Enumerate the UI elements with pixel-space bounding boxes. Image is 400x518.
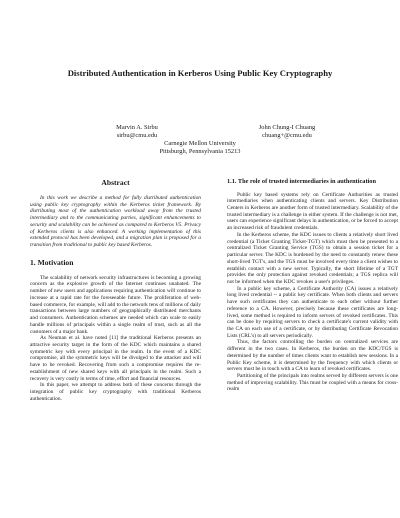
affiliation-line: Pittsburgh, Pennsylvania 15213 bbox=[159, 148, 241, 155]
abstract-heading: Abstract bbox=[101, 178, 130, 187]
paragraph: In the Kerberos scheme, the KDC issues to clients a relatively short lived credential (a Ticket Granting Ticket-TGT) which must then be presented to a centralized Ticket Granting Service (TGS) to obtain a session ticket for a particular server. The KDC is burdened by the need to constantly renew these short-lived TGT's, and the TGS must be involved every time a client wishes to establish contact with a new server. Typically, the short lifetime of a TGT provides the only protection against revoked credentials; a TGS replica will not be informed when the KDC revokes a user's privileges. bbox=[227, 231, 398, 285]
author-name: John Chung-I Chuang bbox=[258, 124, 316, 131]
subsection-heading: 1.1. The role of trusted intermediaries in authentication bbox=[227, 178, 376, 185]
abstract-text: In this work we describe a method for fully distributed authentication using public key cryptography within the Kerberos ticket framework. By distributing most of the authentication workload away from the trusted intermediary and to the communicating parties, significant enhancements to security and scalability can be achieved as compared to Kerberos V5. Privacy of Kerberos clients is also enhanced. A working implementation of this extended protocol has been developed, and a migration plan is proposed for a transition from traditional to public key based Kerberos. bbox=[30, 195, 201, 249]
affiliation-block bbox=[0, 140, 400, 156]
paragraph: The scalability of network security infrastructures is becoming a growing concern as the explosive growth of the Internet continues unabated. The number of new users and applications requiring authentication will continue to increase at a rapid rate for the foreseeable future. The proliferation of web-based commerce, for example, will add to the network tens of millions of daily transactions between large numbers of geographically distributed merchants and consumers. Authentication schemes are needed which can scale to easily handle millions of principals within a single realm of trust, such as all the customers of a major bank. bbox=[30, 274, 201, 335]
author-email: chuang+@cmu.edu bbox=[262, 132, 312, 139]
section-heading: 1. Motivation bbox=[30, 257, 74, 267]
paragraph: Partitioning of the principals into realms served by different servers is one method of improving scalability. This must be coupled with a means for cross-realm bbox=[227, 373, 398, 393]
paragraph: Public key based systems rely on Certificate Authorities as trusted intermediaries when authenticating clients and servers. Key Distribution Centers in Kerberos are another form of trusted intermediary. Scalability of the trusted intermediary is a challenge in either system. If the challenge is not met, users can experience significant delays in authentication, or be forced to accept an increased risk of fraudulent credentials. bbox=[227, 191, 398, 232]
author-email: sirbu@cmu.edu bbox=[116, 132, 158, 139]
paper-title: Distributed Authentication in Kerberos Using Public Key Cryptography bbox=[67, 68, 333, 78]
paragraph: As Neuman et al. have noted [11] the traditional Kerberos presents an attractive security target in the form of the KDC which maintains a shared symmetric key with every principal in the realm. In the event of a KDC compromise, all the symmetric keys will be divulged to the attacker and will have to be revoked. Recovering from such a compromise requires the re-establishment of new shared keys with all principals in the realm. Such a recovery is very costly in terms of time, effort and financial resources. bbox=[30, 335, 201, 382]
author-block-2 bbox=[212, 124, 362, 140]
author-block-1 bbox=[62, 124, 212, 140]
paragraph: In this paper, we attempt to address both of these concerns through the integration of public key cryptography with traditional Kerberos authentication. bbox=[30, 382, 201, 402]
left-column bbox=[30, 178, 201, 402]
paragraph: Thus, the factors controlling the burden on centralized services are different in the two cases. In Kerberos, the burden on the KDC/TGS is determined by the number of times clients want to establish new sessions. In a Public Key scheme, it is determined by the frequency with which clients or servers must be in touch with a CA to learn of revoked certificates. bbox=[227, 339, 398, 373]
right-column bbox=[227, 178, 398, 393]
author-name: Marvin A. Sirbu bbox=[116, 124, 158, 131]
affiliation-line: Carnegie Mellon University bbox=[164, 140, 236, 147]
paragraph: In a public key scheme, a Certificate Authority (CA) issues a relatively long lived credential -- a public key certificate. When both clients and servers have such certificates they can authenticate to each other without further reference to a CA. However, precisely because these certificates are long-lived, some method is required to inform servers of revoked certificates. This can be done by requiring servers to check a certificate's current validity with the CA on each use of a certificate, or by distributing Certificate Revocation Lists (CRL's) to all servers periodically. bbox=[227, 285, 398, 339]
